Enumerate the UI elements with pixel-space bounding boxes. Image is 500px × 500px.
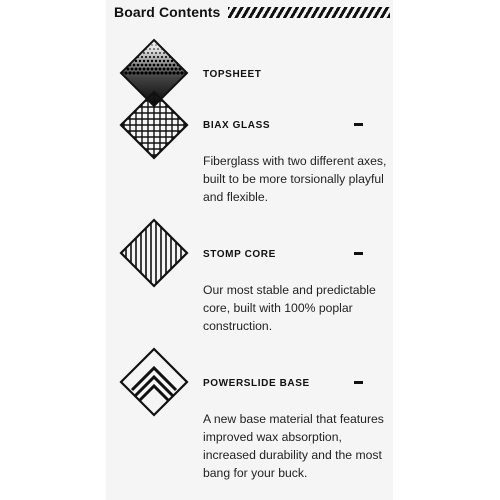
layer-label-biax-glass: BIAX GLASS [203,120,271,131]
board-contents-panel [106,0,393,500]
layer-description-biax-glass: Fiberglass with two different axes, built to be more torsionally playful and flexible. [203,154,387,204]
section-header [114,3,390,21]
layer-description-powerslide-base: A new base material that features improved wax absorption, increased durability and the most bang for your buck. [203,412,384,480]
biax-grid-icon [118,89,190,161]
section-title: Board Contents [114,4,221,20]
layer-label-powerslide-base: POWERSLIDE BASE [203,378,310,389]
collapse-stomp-core-button[interactable] [353,247,365,259]
base-chevron-icon [118,346,190,418]
collapse-biax-glass-button[interactable] [353,118,365,130]
collapse-powerslide-base-button[interactable] [353,376,365,388]
layer-label-stomp-core: STOMP CORE [203,249,276,260]
header-stripes-decoration [228,7,390,18]
core-stripes-icon [118,217,190,289]
layer-label-topsheet: TOPSHEET [203,69,262,80]
layer-description-stomp-core: Our most stable and predictable core, built with 100% poplar construction. [203,283,376,333]
